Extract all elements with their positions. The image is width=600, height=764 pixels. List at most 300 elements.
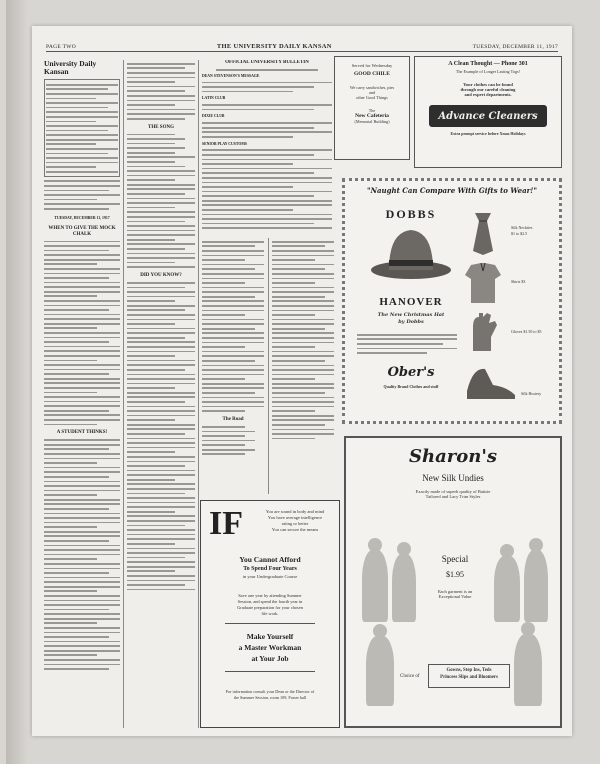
hat-illustration xyxy=(369,207,453,287)
cafeteria-line-6: The xyxy=(368,108,376,113)
text-line xyxy=(46,88,108,90)
text-line xyxy=(127,305,195,307)
text-line xyxy=(202,323,264,325)
text-line xyxy=(44,410,109,412)
text-line xyxy=(127,483,195,485)
text-line xyxy=(44,360,97,362)
text-line xyxy=(44,190,109,192)
column-four xyxy=(272,238,334,494)
shoe-icon xyxy=(463,361,519,401)
text-line xyxy=(44,499,120,501)
text-line xyxy=(272,323,334,325)
text-line xyxy=(127,257,195,259)
gift-item-neckties xyxy=(463,211,557,255)
text-line xyxy=(44,350,120,352)
text-line xyxy=(202,397,264,399)
text-line xyxy=(202,191,332,193)
text-line xyxy=(272,273,334,275)
text-line xyxy=(127,216,195,218)
text-line xyxy=(44,526,97,528)
text-line xyxy=(127,152,175,154)
issue-date: TUESDAY, DECEMBER 11, 1917 xyxy=(472,44,558,50)
text-line xyxy=(202,300,264,302)
text-line xyxy=(202,177,332,179)
text-line xyxy=(202,195,314,197)
text-line xyxy=(127,369,185,371)
text-line xyxy=(202,186,293,188)
text-line xyxy=(44,636,109,638)
text-line xyxy=(127,188,195,190)
text-line xyxy=(127,291,195,293)
text-line xyxy=(44,259,120,261)
text-line xyxy=(272,383,334,385)
text-line xyxy=(202,278,264,280)
text-line xyxy=(46,162,118,164)
text-line xyxy=(127,134,175,136)
hat-brand: DOBBS xyxy=(385,207,437,221)
cleaners-body-2: through our careful cleaning xyxy=(460,87,516,92)
bulletin-item-2: LATIN CLUB xyxy=(202,96,226,101)
text-line xyxy=(202,351,264,353)
store-name: Ober's xyxy=(387,365,435,380)
text-line xyxy=(127,287,185,289)
headline-the-road: The Road xyxy=(222,416,244,422)
article-body xyxy=(44,241,120,426)
text-line xyxy=(44,282,120,284)
text-line xyxy=(202,218,332,220)
text-line xyxy=(44,185,120,187)
hat-icon xyxy=(369,222,453,282)
text-line xyxy=(44,180,120,182)
bulletin-item-1: DEAN STEVENSON'S MESSAGE xyxy=(202,73,260,78)
text-block xyxy=(202,82,332,93)
text-line xyxy=(44,364,120,366)
text-line xyxy=(272,282,315,284)
summer-foot-1: For information consult your Dean or the Director of xyxy=(225,689,315,694)
text-line xyxy=(272,255,334,257)
text-line xyxy=(127,474,195,476)
text-line xyxy=(127,100,195,102)
text-line xyxy=(46,125,118,127)
text-line xyxy=(127,234,195,236)
correspondence-section xyxy=(272,502,273,503)
text-line xyxy=(202,223,314,225)
scan-fold-shadow xyxy=(6,0,28,764)
text-line xyxy=(44,448,109,450)
text-line xyxy=(44,245,120,247)
text-line xyxy=(44,613,120,615)
text-line xyxy=(202,127,314,129)
text-line xyxy=(44,414,120,416)
text-line xyxy=(202,131,332,133)
text-line xyxy=(127,72,195,74)
text-line xyxy=(127,470,195,472)
text-line xyxy=(127,104,175,106)
mid-line-3: Graduate preparation for your chosen xyxy=(237,605,303,610)
text-line xyxy=(272,291,334,293)
text-block xyxy=(202,426,264,455)
sharons-headline: New Silk Undies xyxy=(422,473,484,483)
text-line xyxy=(202,200,332,202)
text-line xyxy=(202,449,255,451)
text-line xyxy=(127,309,185,311)
text-line xyxy=(44,305,120,307)
text-line xyxy=(127,493,185,495)
text-line xyxy=(202,214,332,216)
text-line xyxy=(272,406,334,408)
cafeteria-ad xyxy=(334,56,410,160)
text-line xyxy=(127,193,185,195)
text-line xyxy=(46,148,118,150)
text-line xyxy=(127,410,195,412)
gift-item-gloves xyxy=(463,311,557,355)
cafeteria-line-3: We carry sandwiches, pies xyxy=(349,85,395,90)
text-line xyxy=(44,664,120,666)
text-line xyxy=(44,405,120,407)
text-line xyxy=(272,387,334,389)
text-line xyxy=(44,373,109,375)
text-line xyxy=(44,627,120,629)
text-line xyxy=(44,327,97,329)
text-block xyxy=(202,69,332,71)
text-block xyxy=(202,241,264,412)
text-line xyxy=(127,328,195,330)
text-line xyxy=(202,332,264,334)
text-line xyxy=(44,337,120,339)
text-line xyxy=(202,291,264,293)
at-your-job: at Your Job xyxy=(251,654,289,663)
text-line xyxy=(44,309,109,311)
text-line xyxy=(127,118,185,120)
text-line xyxy=(127,166,185,168)
text-line xyxy=(202,369,264,371)
text-line xyxy=(202,337,264,339)
text-line xyxy=(272,397,334,399)
text-line xyxy=(44,462,97,464)
text-line xyxy=(202,431,255,433)
text-line xyxy=(127,170,195,172)
text-line xyxy=(202,426,245,428)
choice-of: Choice of xyxy=(400,674,420,679)
text-line xyxy=(46,116,118,118)
if-line-4: You can secure the means xyxy=(271,527,319,532)
text-line xyxy=(127,225,195,227)
text-line xyxy=(44,568,120,570)
text-line xyxy=(202,287,264,289)
text-line xyxy=(127,451,175,453)
text-line xyxy=(272,259,315,261)
text-line xyxy=(44,558,97,560)
text-line xyxy=(272,314,315,316)
text-line xyxy=(44,481,120,483)
if-line-1: You are sound in body and mind xyxy=(265,509,325,514)
text-line xyxy=(127,143,175,145)
cafeteria-line-8: (Memorial Building) xyxy=(354,119,390,124)
text-line xyxy=(127,351,195,353)
text-line xyxy=(127,90,185,92)
exceptional-value: Exceptional Value xyxy=(438,594,472,599)
text-line xyxy=(202,268,255,270)
text-line xyxy=(44,439,120,441)
text-line xyxy=(46,93,118,95)
text-line xyxy=(202,149,332,151)
text-line xyxy=(44,263,97,265)
text-line xyxy=(127,95,195,97)
text-line xyxy=(272,268,325,270)
text-line xyxy=(44,332,120,334)
text-line xyxy=(44,513,120,515)
summer-session-ad xyxy=(200,500,340,728)
text-line xyxy=(127,81,175,83)
text-line xyxy=(202,410,245,412)
text-line xyxy=(272,374,334,376)
text-line xyxy=(202,310,264,312)
sharons-sub-2: Tailored and Lacy Trim Styles xyxy=(425,494,481,499)
correspondence-column xyxy=(127,504,195,728)
text-line xyxy=(44,277,109,279)
text-line xyxy=(44,494,97,496)
sharons-brand: Sharon's xyxy=(409,446,497,467)
text-line xyxy=(357,343,443,345)
text-line xyxy=(202,241,264,243)
text-line xyxy=(127,156,195,158)
text-line xyxy=(127,63,195,65)
text-line xyxy=(46,153,108,155)
text-line xyxy=(46,102,118,104)
masthead xyxy=(46,40,558,52)
text-line xyxy=(44,323,120,325)
text-line xyxy=(44,577,120,579)
text-line xyxy=(127,497,195,499)
text-line xyxy=(46,84,118,86)
text-line xyxy=(46,134,118,136)
text-line xyxy=(127,387,175,389)
headline-song: THE SONG xyxy=(148,124,174,130)
text-line xyxy=(127,161,175,163)
nameplate: University Daily Kansan xyxy=(44,60,97,76)
special-label: Special xyxy=(441,554,469,564)
text-line xyxy=(127,282,195,284)
text-line xyxy=(44,563,120,565)
text-line xyxy=(44,268,120,270)
text-line xyxy=(127,248,185,250)
gifts-ad xyxy=(342,178,562,424)
text-line xyxy=(272,300,334,302)
sharons-ad xyxy=(344,436,562,728)
text-line xyxy=(44,517,120,519)
text-line xyxy=(44,572,109,574)
text-line xyxy=(127,442,195,444)
text-line xyxy=(44,545,120,547)
text-line xyxy=(127,428,195,430)
text-line xyxy=(272,319,334,321)
text-line xyxy=(44,650,120,652)
text-line xyxy=(272,351,334,353)
text-line xyxy=(44,419,120,421)
text-line xyxy=(202,209,293,211)
text-line xyxy=(44,641,120,643)
text-line xyxy=(127,346,195,348)
page-label: PAGE TWO xyxy=(46,44,77,50)
text-line xyxy=(202,282,245,284)
bulletin-title: OFFICIAL UNIVERSITY BULLETIN xyxy=(225,60,309,65)
text-line xyxy=(44,535,120,537)
university-bulletin xyxy=(202,60,332,256)
text-line xyxy=(272,429,334,431)
if-conditions xyxy=(253,509,337,533)
text-line xyxy=(127,355,175,357)
text-line xyxy=(202,296,255,298)
text-line xyxy=(127,77,195,79)
text-line xyxy=(44,286,120,288)
choice-items-1: Gowns, Step Ins, Teds xyxy=(446,668,492,673)
text-line xyxy=(357,352,427,354)
text-line xyxy=(272,245,325,247)
text-line xyxy=(44,590,97,592)
mid-line-2: Session, and spend the fourth year in xyxy=(237,599,303,604)
text-line xyxy=(272,410,315,412)
text-line xyxy=(44,471,120,473)
text-line xyxy=(44,444,120,446)
text-line xyxy=(127,419,175,421)
cleaners-body-1: Your clothes can be found xyxy=(463,82,513,87)
text-line xyxy=(272,328,325,330)
text-line xyxy=(272,424,325,426)
cleaners-body-3: and expert departments. xyxy=(464,92,512,97)
text-line xyxy=(202,314,245,316)
text-line xyxy=(127,202,195,204)
text-line xyxy=(127,314,195,316)
text-line xyxy=(202,250,264,252)
text-line xyxy=(44,485,120,487)
text-line xyxy=(357,334,457,336)
text-line xyxy=(272,360,325,362)
text-line xyxy=(127,364,195,366)
text-block xyxy=(127,134,195,268)
text-line xyxy=(127,221,185,223)
sharons-sub-1: Exactly made of superb quality of Batiste xyxy=(415,489,491,494)
four-years: To Spend Four Years xyxy=(243,566,297,572)
text-line xyxy=(127,383,195,385)
text-line xyxy=(272,332,334,334)
text-line xyxy=(202,453,245,455)
column-three xyxy=(202,238,264,494)
publication-notice xyxy=(44,180,120,209)
text-line xyxy=(127,360,195,362)
text-line xyxy=(272,296,325,298)
text-line xyxy=(44,273,120,275)
text-line xyxy=(44,346,120,348)
text-line xyxy=(127,253,195,255)
text-line xyxy=(202,172,314,174)
editorial-column xyxy=(44,60,120,728)
text-line xyxy=(272,438,315,440)
editorial-date: TUESDAY, DECEMBER 11, 1917 xyxy=(54,215,110,220)
bulletin-item-3: DIXIE CLUB xyxy=(202,114,225,119)
text-line xyxy=(127,296,195,298)
text-line xyxy=(127,401,185,403)
text-line xyxy=(44,609,109,611)
text-line xyxy=(202,365,264,367)
text-line xyxy=(202,342,264,344)
text-line xyxy=(44,378,120,380)
text-line xyxy=(46,107,108,109)
text-line xyxy=(202,273,264,275)
cleaners-brand: Advance Cleaners xyxy=(438,110,538,122)
text-line xyxy=(127,438,195,440)
text-line xyxy=(44,654,97,656)
text-line xyxy=(44,645,120,647)
text-line xyxy=(44,295,97,297)
special-price: $1.95 xyxy=(446,570,464,579)
text-block xyxy=(127,63,195,120)
text-line xyxy=(272,419,334,421)
text-line xyxy=(202,136,293,138)
gifts-headline: "Naught Can Compare With Gifts to Wear!" xyxy=(366,186,538,195)
text-line xyxy=(127,374,195,376)
text-line xyxy=(44,250,109,252)
text-line xyxy=(202,374,264,376)
text-line xyxy=(127,138,185,140)
text-line xyxy=(44,622,97,624)
text-line xyxy=(202,355,264,357)
item1-price: $1 to $2.5 xyxy=(511,231,528,236)
text-line xyxy=(46,130,108,132)
text-line xyxy=(272,392,325,394)
text-line xyxy=(44,341,109,343)
text-line xyxy=(127,461,195,463)
text-line xyxy=(127,465,185,467)
text-line xyxy=(127,415,195,417)
text-line xyxy=(272,355,334,357)
text-line xyxy=(46,171,118,173)
text-line xyxy=(127,319,195,321)
text-line xyxy=(272,264,334,266)
each-garment: Each garment is an xyxy=(437,589,473,594)
cafeteria-line-1: Served for Wednesday xyxy=(351,63,393,68)
headline-mock-chalk: WHEN TO GIVE THE MOCK CHALK xyxy=(48,225,116,237)
text-line xyxy=(127,488,195,490)
text-line xyxy=(44,659,120,661)
text-line xyxy=(127,243,195,245)
gift-item-hosiery xyxy=(463,361,557,417)
text-line xyxy=(127,341,195,343)
text-line xyxy=(44,355,120,357)
cleaners-foot: Extra prompt service before Xmas Holidays xyxy=(450,131,526,136)
text-line xyxy=(46,157,118,159)
text-line xyxy=(127,447,195,449)
text-line xyxy=(127,337,185,339)
choice-items-2: Princess Slips and Bloomers xyxy=(440,675,498,680)
text-line xyxy=(202,328,255,330)
cafeteria-line-7: New Cafeteria xyxy=(355,113,389,119)
text-line xyxy=(44,554,120,556)
text-line xyxy=(272,250,334,252)
text-line xyxy=(44,203,120,205)
text-line xyxy=(44,581,120,583)
undergrad-course: in your Undergraduate Course xyxy=(242,574,298,579)
text-line xyxy=(272,415,334,417)
cleaners-headline: A Clean Thought — Phone 301 xyxy=(448,61,528,67)
text-line xyxy=(272,337,334,339)
text-line xyxy=(202,255,264,257)
paper-title: THE UNIVERSITY DAILY KANSAN xyxy=(216,43,332,50)
text-line xyxy=(202,346,245,348)
text-line xyxy=(202,319,264,321)
text-line xyxy=(46,121,96,123)
text-line xyxy=(272,369,334,371)
newspaper-page xyxy=(32,26,572,736)
